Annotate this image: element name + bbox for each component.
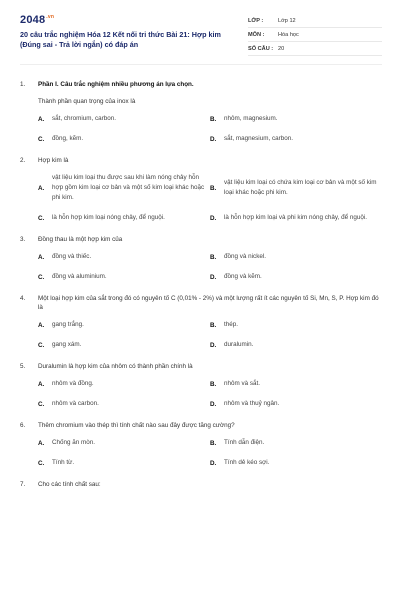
option-text: nhôm và đồng. <box>52 380 94 387</box>
question-stem <box>20 156 382 165</box>
option-letter: D. <box>210 214 217 222</box>
answer-option[interactable] <box>38 438 210 448</box>
question-text: Đồng thau là một hợp kim của <box>38 236 123 243</box>
option-letter: B. <box>210 115 217 123</box>
option-text: là hỗn hợp kim loại và phi kim nóng chảy, để nguội. <box>224 214 367 221</box>
question <box>20 294 382 350</box>
option-text: đồng và thiếc. <box>52 253 92 260</box>
logo-suffix: .vn <box>46 14 55 21</box>
answer-option[interactable] <box>38 458 210 468</box>
option-text: là hỗn hợp kim loại nóng chảy, để nguội. <box>52 214 165 221</box>
question <box>20 156 382 223</box>
question-number: 6. <box>20 422 26 429</box>
option-text: đồng, kẽm. <box>52 135 84 142</box>
answer-option[interactable] <box>38 114 210 124</box>
answer-option[interactable] <box>210 114 382 124</box>
answer-option[interactable] <box>210 379 382 389</box>
option-grid <box>38 379 382 409</box>
option-letter: A. <box>38 253 45 261</box>
option-text: gang xám. <box>52 341 82 348</box>
question-list <box>20 80 382 501</box>
question <box>20 80 382 144</box>
option-letter: D. <box>210 459 217 467</box>
option-grid <box>38 114 382 144</box>
answer-option[interactable] <box>38 320 210 330</box>
option-letter: B. <box>210 321 217 329</box>
option-letter: A. <box>38 380 45 388</box>
question <box>20 421 382 468</box>
answer-option[interactable] <box>210 173 382 203</box>
answer-option[interactable] <box>210 340 382 350</box>
option-text: nhôm và thuỷ ngân. <box>224 400 280 407</box>
answer-option[interactable] <box>38 213 210 223</box>
option-letter: C. <box>38 214 45 222</box>
header <box>20 14 382 58</box>
option-letter: A. <box>38 184 45 192</box>
option-grid <box>38 320 382 350</box>
option-text: đồng và nickel. <box>224 253 267 260</box>
question-text: Duralumin là hợp kim của nhôm có thành phần chính là <box>38 363 193 370</box>
option-letter: D. <box>210 400 217 408</box>
question-stem <box>20 235 382 244</box>
option-letter: D. <box>210 135 217 143</box>
meta-value: 20 <box>278 45 285 52</box>
option-text: vật liệu kim loại thu được sau khi làm nóng chảy hỗn hợp gồm kim loại cơ bản và một số kim loại khác hoặc phi kim. <box>52 174 205 201</box>
question-number: 2. <box>20 157 26 164</box>
answer-option[interactable] <box>38 379 210 389</box>
question-subtext: Thành phần quan trọng của inox là <box>38 98 136 105</box>
question <box>20 235 382 282</box>
question-text: Một loại hợp kim của sắt trong đó có nguyên tố C (0,01% - 2%) và một lượng rất ít các nguyên tố Si, Mn, S, P. Hợp kim đó là <box>38 295 379 311</box>
answer-option[interactable] <box>210 213 382 223</box>
option-letter: D. <box>210 273 217 281</box>
question-stem <box>20 294 382 312</box>
option-text: vật liệu kim loại có chứa kim loại cơ bản và một số kim loại khác hoặc phi kim. <box>224 179 377 196</box>
option-text: sắt, magnesium, carbon. <box>224 135 293 142</box>
option-letter: C. <box>38 135 45 143</box>
option-letter: C. <box>38 459 45 467</box>
option-letter: C. <box>38 273 45 281</box>
option-grid <box>38 173 382 223</box>
meta-table <box>248 14 382 56</box>
page-title: 20 câu trắc nghiệm Hóa 12 Kết nối tri thức Bài 21: Hợp kim (Đúng sai - Trả lời ngắn) có đáp án <box>20 30 221 49</box>
meta-row <box>248 28 382 42</box>
option-text: Tính dẫn điện. <box>224 439 265 446</box>
meta-label: SỐ CÂU : <box>248 45 274 52</box>
option-letter: A. <box>38 439 45 447</box>
question-stem <box>20 480 382 489</box>
question-text: Thêm chromium vào thép thì tính chất nào sau đây được tăng cường? <box>38 422 235 429</box>
header-divider <box>20 64 382 65</box>
meta-value: Lớp 12 <box>278 17 296 24</box>
logo[interactable] <box>20 14 54 26</box>
answer-option[interactable] <box>210 252 382 262</box>
meta-value: Hóa học <box>278 31 299 38</box>
option-letter: B. <box>210 439 217 447</box>
option-text: Tính dẻ kéo sợi. <box>224 459 270 466</box>
question-number: 3. <box>20 236 26 243</box>
option-text: gang trắng. <box>52 321 84 328</box>
option-letter: C. <box>38 400 45 408</box>
option-letter: A. <box>38 115 45 123</box>
answer-option[interactable] <box>210 399 382 409</box>
option-text: nhôm, magnesium. <box>224 115 278 122</box>
option-letter: B. <box>210 253 217 261</box>
answer-option[interactable] <box>38 399 210 409</box>
option-text: thép. <box>224 321 239 328</box>
option-grid <box>38 252 382 282</box>
option-text: duralumin. <box>224 341 254 348</box>
logo-main: 2048 <box>20 14 46 26</box>
question-stem <box>20 80 382 89</box>
question <box>20 362 382 409</box>
option-text: đồng và aluminium. <box>52 273 107 280</box>
option-text: đồng và kẽm. <box>224 273 262 280</box>
meta-row <box>248 42 382 56</box>
option-text: sắt, chromium, carbon. <box>52 115 117 122</box>
meta-label: MÔN : <box>248 31 265 38</box>
meta-label: LỚP : <box>248 17 264 24</box>
question <box>20 480 382 489</box>
option-text: Tính từ. <box>52 459 75 466</box>
question-number: 4. <box>20 295 26 302</box>
question-number: 1. <box>20 81 26 88</box>
option-letter: B. <box>210 380 217 388</box>
option-letter: D. <box>210 341 217 349</box>
answer-option[interactable] <box>210 272 382 282</box>
question-number: 7. <box>20 481 26 488</box>
meta-row <box>248 14 382 28</box>
answer-option[interactable] <box>38 340 210 350</box>
question-text: Phần I. Câu trắc nghiệm nhiều phương án lựa chọn. <box>38 81 194 88</box>
question-text: Cho các tính chất sau: <box>38 481 101 488</box>
answer-option[interactable] <box>38 173 210 203</box>
question-number: 5. <box>20 363 26 370</box>
answer-option[interactable] <box>210 438 382 448</box>
option-letter: A. <box>38 321 45 329</box>
option-letter: C. <box>38 341 45 349</box>
question-stem <box>20 362 382 371</box>
answer-option[interactable] <box>210 134 382 144</box>
answer-option[interactable] <box>38 134 210 144</box>
option-text: Chống ăn mòn. <box>52 439 96 446</box>
question-text: Hợp kim là <box>38 157 69 164</box>
option-letter: B. <box>210 184 217 192</box>
option-text: nhôm và sắt. <box>224 380 261 387</box>
answer-option[interactable] <box>38 272 210 282</box>
question-stem <box>20 421 382 430</box>
option-text: nhôm và carbon. <box>52 400 99 407</box>
answer-option[interactable] <box>210 458 382 468</box>
option-grid <box>38 438 382 468</box>
answer-option[interactable] <box>210 320 382 330</box>
answer-option[interactable] <box>38 252 210 262</box>
